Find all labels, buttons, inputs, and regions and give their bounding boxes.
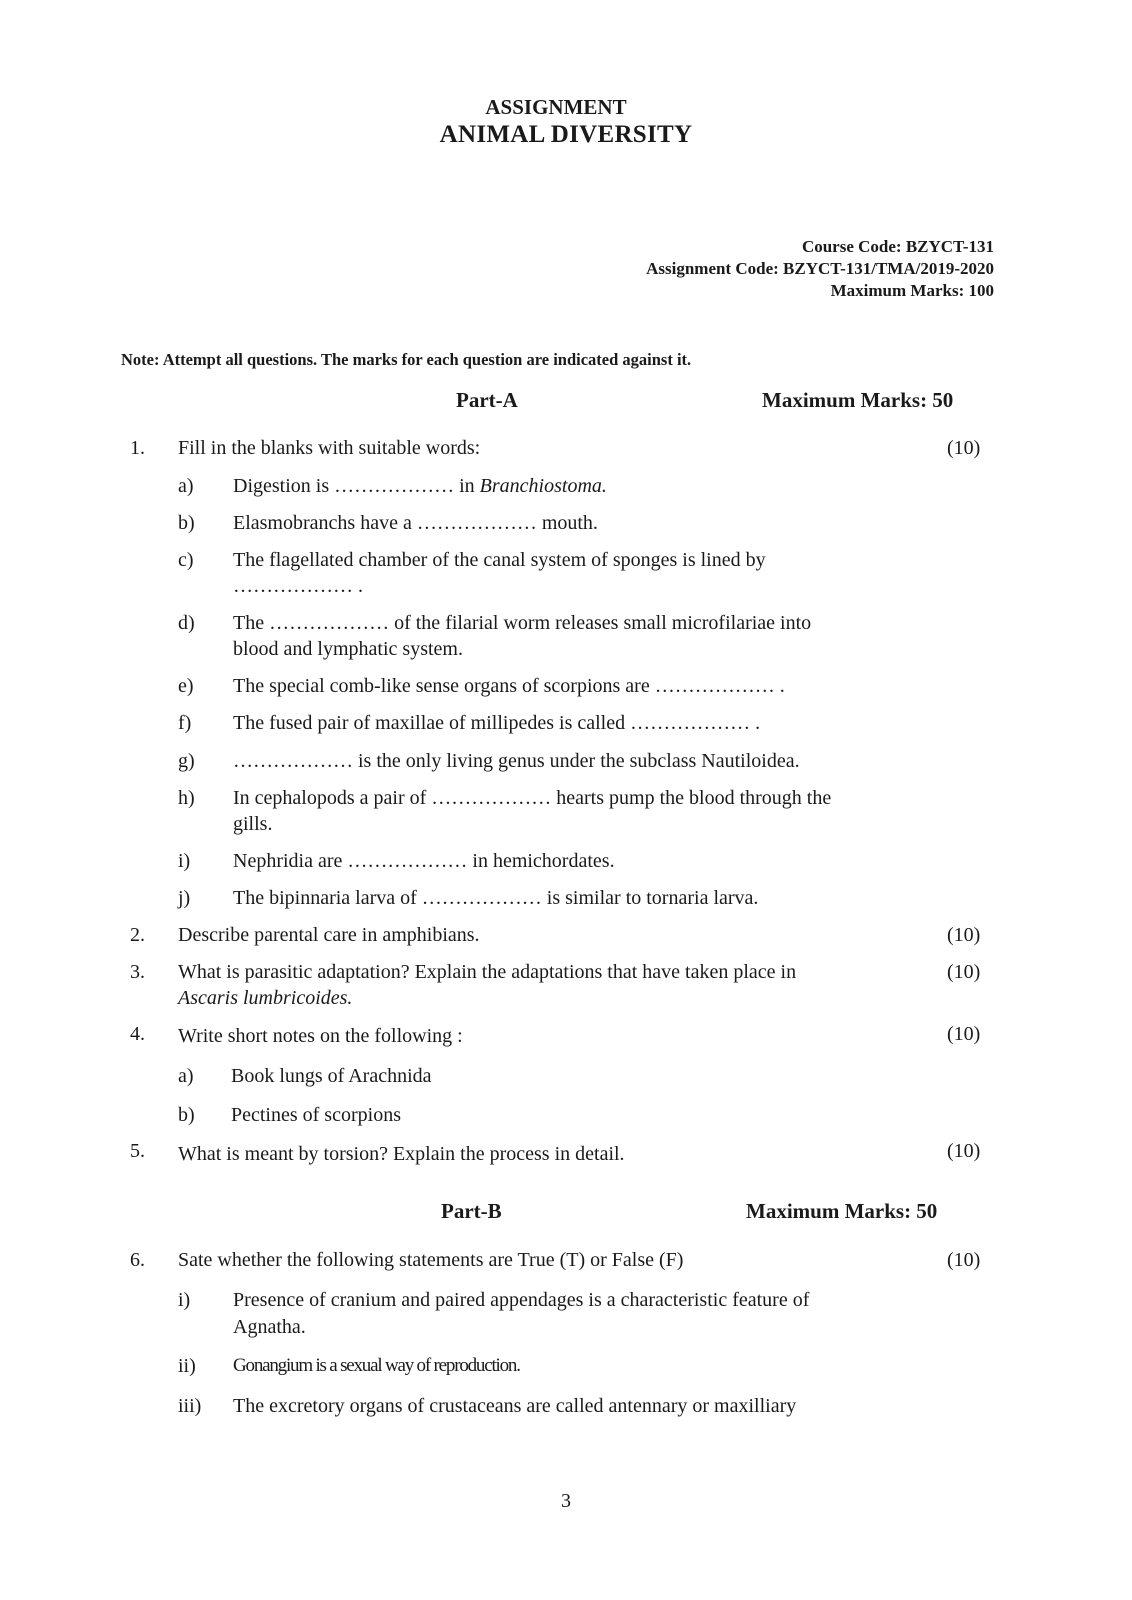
item-text: Digestion is ……………… in Branchiostoma. <box>233 475 607 497</box>
item-text: The flagellated chamber of the canal system of sponges is lined by <box>233 549 766 571</box>
item-label: b) <box>178 1104 195 1126</box>
item-text: Nephridia are ……………… in hemichordates. <box>233 850 615 872</box>
item-label: a) <box>178 1065 194 1087</box>
part-b-marks: Maximum Marks: 50 <box>746 1199 938 1223</box>
item-label: h) <box>178 787 195 809</box>
question-marks: (10) <box>947 1140 981 1162</box>
item-label: iii) <box>178 1395 202 1417</box>
item-label: ii) <box>178 1355 196 1377</box>
question-text-italic: Ascaris lumbricoides. <box>178 987 353 1009</box>
part-b-title: Part-B <box>441 1199 502 1223</box>
question-text: Describe parental care in amphibians. <box>178 924 480 946</box>
maximum-marks: Maximum Marks: 100 <box>830 281 994 300</box>
question-number: 1. <box>130 437 145 459</box>
item-text: Pectines of scorpions <box>231 1104 401 1126</box>
item-text: In cephalopods a pair of ……………… hearts pump the blood through the <box>233 787 832 809</box>
item-label: f) <box>178 712 192 734</box>
item-text-continued: gills. <box>233 813 273 835</box>
item-label: a) <box>178 475 194 497</box>
item-text: Gonangium is a sexual way of reproduction. <box>233 1355 520 1376</box>
question-marks: (10) <box>947 924 981 946</box>
question-text: Fill in the blanks with suitable words: <box>178 437 481 459</box>
page-number: 3 <box>561 1490 571 1512</box>
item-text-continued: blood and lymphatic system. <box>233 638 463 660</box>
question-text: Write short notes on the following : <box>178 1025 463 1047</box>
question-marks: (10) <box>947 437 981 459</box>
item-text: The special comb-like sense organs of scorpions are ……………… . <box>233 675 785 697</box>
question-marks: (10) <box>947 1023 981 1045</box>
item-text-continued: Agnatha. <box>233 1316 306 1338</box>
item-label: i) <box>178 1289 191 1311</box>
item-text-continued: ……………… . <box>233 575 363 597</box>
course-code: Course Code: BZYCT-131 <box>801 237 994 256</box>
item-text: ……………… is the only living genus under the subclass Nautiloidea. <box>233 750 800 772</box>
assignment-code: Assignment Code: BZYCT-131/TMA/2019-2020 <box>646 259 994 278</box>
question-text: What is parasitic adaptation? Explain the adaptations that have taken place in <box>178 961 797 983</box>
item-text: The ……………… of the filarial worm releases small microfilariae into <box>233 612 812 634</box>
question-marks: (10) <box>947 1249 981 1271</box>
item-text: Book lungs of Arachnida <box>231 1065 432 1087</box>
item-text: The bipinnaria larva of ……………… is similar to tornaria larva. <box>233 887 759 909</box>
document-title: ANIMAL DIVERSITY <box>439 121 693 148</box>
question-number: 3. <box>130 961 145 983</box>
item-label: b) <box>178 512 195 534</box>
question-number: 6. <box>130 1249 145 1271</box>
item-text: The excretory organs of crustaceans are called antennary or maxilliary <box>233 1395 797 1417</box>
question-number: 2. <box>130 924 145 946</box>
item-label: j) <box>178 887 191 909</box>
assignment-label: ASSIGNMENT <box>485 95 627 119</box>
question-marks: (10) <box>947 961 981 983</box>
question-text: Sate whether the following statements are True (T) or False (F) <box>178 1249 684 1271</box>
part-a-title: Part-A <box>456 388 518 412</box>
question-number: 4. <box>130 1023 145 1045</box>
question-text: What is meant by torsion? Explain the process in detail. <box>178 1143 625 1165</box>
item-text: Elasmobranchs have a ……………… mouth. <box>233 512 598 534</box>
item-label: i) <box>178 850 191 872</box>
item-label: e) <box>178 675 194 697</box>
question-number: 5. <box>130 1140 145 1162</box>
item-label: c) <box>178 549 194 571</box>
item-text: The fused pair of maxillae of millipedes is called ……………… . <box>233 712 761 734</box>
part-a-marks: Maximum Marks: 50 <box>762 388 954 412</box>
item-text: Presence of cranium and paired appendages is a characteristic feature of <box>233 1289 810 1311</box>
item-label: g) <box>178 750 195 772</box>
instructions-note: Note: Attempt all questions. The marks for each question are indicated against it. <box>121 350 692 369</box>
item-label: d) <box>178 612 195 634</box>
